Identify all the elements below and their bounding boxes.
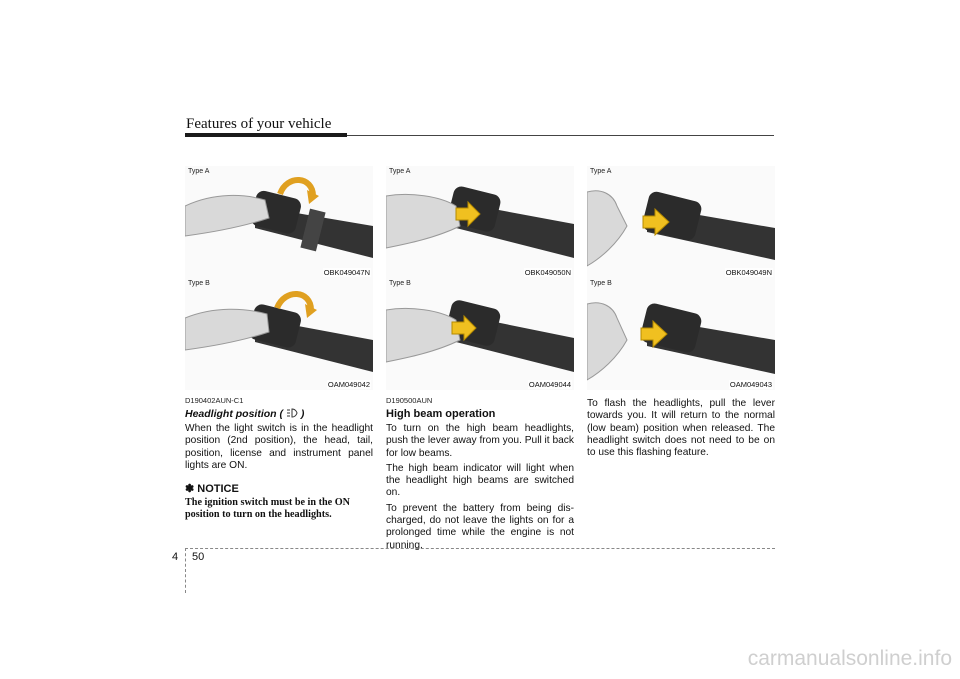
column-high-beam [386, 166, 574, 552]
body-paragraph: To prevent the battery from being dis-charged, do not leave the lights on for a prolonged time while the engine is not running. [386, 502, 574, 551]
notice-title: ✽ NOTICE [185, 483, 239, 496]
figure-type-a [587, 166, 775, 278]
figure-type-a [386, 166, 574, 278]
section-code: D190500AUN [386, 396, 433, 405]
header-title: Features of your vehicle [186, 116, 332, 132]
figure-type-b [587, 278, 775, 390]
headlight-icon [286, 408, 298, 418]
notice-text: The ignition switch must be in the ON position to turn on the headlights. [185, 497, 350, 521]
body-text: When the light switch is in the headlight position (2nd position), the head, tail, position, license and instrument panel lights are ON. [185, 423, 373, 471]
body-paragraph: To turn on the high beam headlights, push the lever away from you. Pull it back for low beams. [386, 423, 574, 459]
figure-label: Type B [590, 280, 612, 287]
figure-label: Type A [188, 168, 210, 175]
body-paragraph: The high beam indicator will light when the headlight high beams are switched on. [386, 462, 574, 499]
section-code: D190402AUN-C1 [185, 396, 244, 405]
lever-illustration [587, 278, 775, 390]
header-rule [347, 135, 774, 136]
figure-code: OAM049043 [729, 380, 772, 389]
figure-code: OBK049050N [524, 268, 571, 277]
figure-label: Type A [590, 168, 612, 175]
subheading-text: Headlight position ( [185, 408, 283, 420]
footer-divider [185, 548, 186, 593]
lever-illustration [587, 166, 775, 278]
section-title: High beam operation [386, 408, 496, 420]
lever-illustration [386, 166, 574, 278]
body-text: To flash the headlights, pull the lever towards you. It will return to the normal (low beam) position when released. The headlight switch does not need to be on to use this flashing feature. [587, 398, 775, 459]
figure-label: Type A [389, 168, 411, 175]
figure-code: OAM049042 [327, 380, 370, 389]
column-flash [587, 166, 775, 459]
page-number: 50 [192, 551, 205, 563]
watermark[interactable]: carmanualsonline.info [747, 647, 952, 670]
figure-label: Type B [188, 280, 210, 287]
header-bar [185, 133, 347, 137]
figure-type-b [386, 278, 574, 390]
lever-illustration [386, 278, 574, 390]
lever-illustration [185, 278, 373, 390]
figure-code: OAM049044 [528, 380, 571, 389]
subheading-close: ) [300, 408, 305, 420]
figure-type-a [185, 166, 373, 278]
footer-rule [185, 548, 775, 549]
lever-illustration [185, 166, 373, 278]
figure-code: OBK049049N [725, 268, 772, 277]
figure-type-b [185, 278, 373, 390]
figure-code: OBK049047N [323, 268, 370, 277]
figure-label: Type B [389, 280, 411, 287]
chapter-number: 4 [172, 551, 179, 563]
subheading [185, 408, 373, 420]
column-headlight-position [185, 166, 373, 521]
